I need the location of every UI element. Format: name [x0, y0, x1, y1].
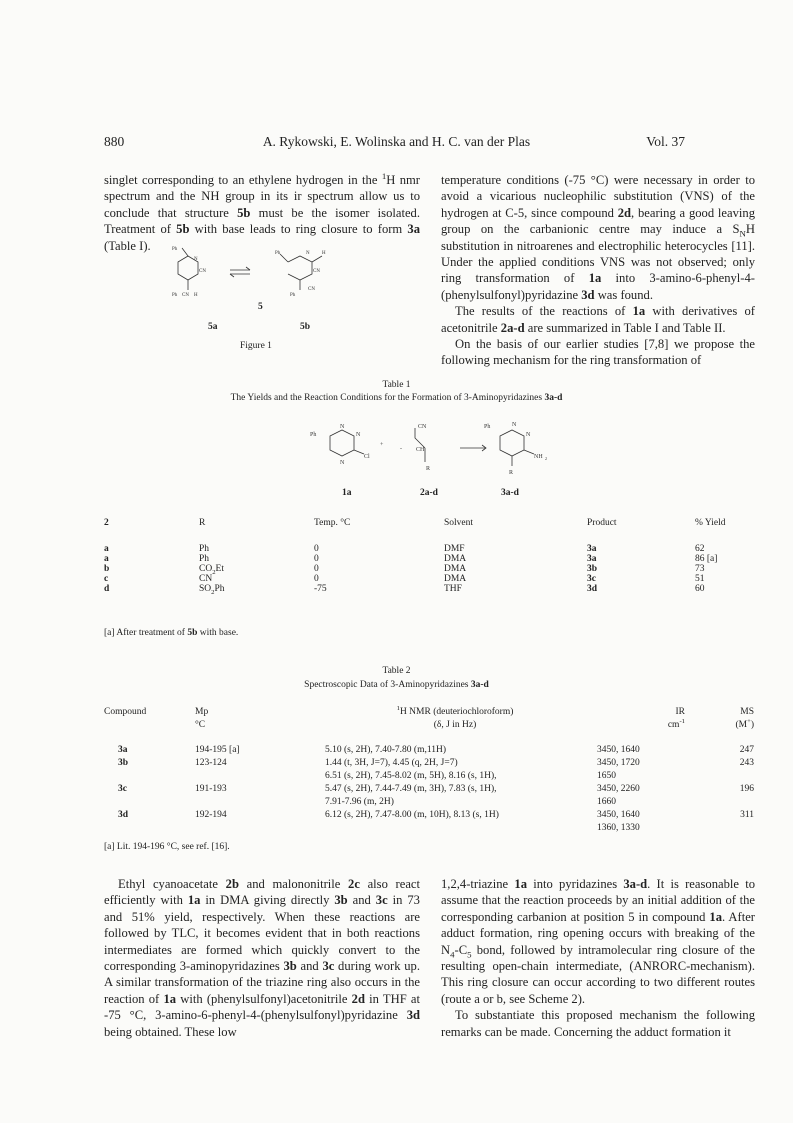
table-1-title: Table 1 — [382, 380, 411, 390]
table-cell: 0 — [314, 574, 319, 584]
label-5: 5 — [258, 302, 263, 312]
table-1-caption: The Yields and the Reaction Conditions for the Formation of 3-Aminopyridazines 3a-d — [230, 393, 563, 403]
svg-text:Ph: Ph — [484, 424, 491, 430]
svg-text:H: H — [194, 293, 198, 298]
table-header-cell: 2 — [104, 518, 109, 528]
svg-text:CH: CH — [416, 447, 425, 453]
table-row — [104, 574, 754, 584]
label-5a: 5a — [208, 322, 218, 332]
table-header-cell: Compound — [104, 707, 147, 717]
svg-text:Ph: Ph — [290, 293, 296, 298]
table-cell: 123-124 — [195, 758, 227, 768]
table-2-title: Table 2 — [382, 666, 411, 676]
table-cell: 73 — [695, 564, 705, 574]
svg-text:2: 2 — [545, 456, 547, 461]
table-cell: DMA — [444, 574, 467, 584]
table-cell: 243 — [739, 758, 754, 768]
table-cell: $SO_2Ph$ — [199, 584, 225, 596]
table-cell: c — [104, 574, 109, 584]
svg-text:N: N — [356, 432, 361, 438]
page-number: 880 — [104, 134, 125, 149]
svg-text:R: R — [509, 470, 514, 476]
table-header-cell: Product — [587, 518, 617, 528]
table-header-cell: % Yield — [695, 518, 726, 528]
table-row — [104, 783, 754, 809]
table-cell: 3450, 2260 1660 — [597, 784, 640, 807]
table-header-row — [104, 706, 754, 744]
table-row — [104, 757, 754, 783]
table-cell: 0 — [314, 554, 319, 564]
table-header-cell: IR $cm^{-1}$ — [667, 707, 685, 730]
table-cell: DMF — [444, 544, 465, 554]
table-cell: 3b — [118, 758, 129, 768]
bottom-right-column — [441, 876, 755, 1040]
table-header-cell: MS (M+) — [735, 707, 754, 730]
reaction-scheme — [300, 418, 560, 498]
table-cell: 3450, 1640 1360, 1330 — [597, 810, 640, 833]
table-2-footnote: [a] Lit. 194-196 °C, see ref. [16]. — [104, 842, 230, 852]
paragraph: To substantiate this proposed mechanism the following remarks can be made. Concerning the adduct formation it — [441, 1008, 755, 1039]
table-cell: 86 [a] — [695, 554, 718, 564]
table-cell: 247 — [739, 745, 754, 755]
table-cell: 3a — [587, 554, 597, 564]
top-right-column — [441, 172, 755, 369]
table-cell: 3a — [587, 544, 597, 554]
svg-text:+: + — [380, 442, 384, 448]
svg-text:N: N — [306, 251, 310, 256]
svg-text:-: - — [400, 446, 402, 452]
table-row — [104, 554, 754, 564]
paragraph: 1,2,4-triazine 1a into pyridazines 3a-d. It is reasonable to assume that the reaction proceeds by an initial addition of the corresponding carbanion at position 5 in compound 1a. After adduct formation, ring opening occurs with breaking of the $N_4-C_5$ bond, followed by intramolecular ring closure of the resulting open-chain intermediate, (ANRORC-mechanism). This ring closure can occur according to two different routes (route a or b, see Scheme 2). — [441, 877, 755, 1006]
scheme-label-1a: 1a — [342, 488, 352, 498]
paragraph: temperature conditions (-75 °C) were necessary in order to avoid a vicarious nucleophilic substitution (VNS) of the hydrogen at C-5, since compound 2d, bearing a good leaving group on the carbanionic centre may induce a $S_NH$ substitution in nitroarenes and electrophilic heterocycles [11]. Under the applied conditions VNS was not observed; only ring transformation of 1a into 3-amino-6-phenyl-4-(phenylsulfonyl)pyridazine 3d was found. — [441, 173, 755, 302]
table-row — [104, 809, 754, 835]
bottom-left-column — [104, 876, 420, 1040]
paragraph: The results of the reactions of 1a with derivatives of acetonitrile 2a-d are summarized in Table I and Table II. — [441, 304, 755, 335]
table-cell: Ph — [199, 554, 210, 564]
table-cell: -75 — [314, 584, 327, 594]
table-cell: $CO_2Et$ — [199, 564, 224, 576]
table-header-cell: Solvent — [444, 518, 474, 528]
table-header-cell: Temp. °C — [314, 518, 351, 528]
table-cell: 196 — [739, 784, 754, 794]
table-2 — [104, 706, 754, 835]
table-cell: 3a — [118, 745, 128, 755]
table-2-caption: Spectroscopic Data of 3-Aminopyridazines 3a-d — [304, 680, 489, 690]
svg-text:N: N — [340, 460, 345, 466]
table-cell: 51 — [695, 574, 705, 584]
table-header-cell: Mp °C — [195, 707, 209, 730]
table-cell: 6.12 (s, 2H), 7.47-8.00 (m, 10H), 8.13 (s, 1H) — [325, 810, 499, 820]
table-cell: 3450, 1720 1650 — [597, 758, 640, 781]
label-5b: 5b — [300, 322, 311, 332]
running-header-authors: A. Rykowski, E. Wolinska and H. C. van der Plas — [262, 134, 531, 149]
svg-text:N: N — [512, 422, 517, 428]
svg-text:Ph: Ph — [310, 432, 317, 438]
svg-text:H: H — [322, 251, 326, 256]
table-cell: 1.44 (t, 3H, J=7), 4.45 (q, 2H, J=7) 6.51 (s, 2H), 7.45-8.02 (m, 5H), 8.16 (s, 1H), — [325, 758, 497, 781]
scheme-label-3a-d: 3a-d — [501, 488, 519, 498]
volume-label: Vol. 37 — [646, 134, 685, 149]
table-1-scheme — [300, 418, 560, 498]
table-cell: DMA — [444, 554, 467, 564]
svg-text:CN: CN — [313, 269, 320, 274]
table-1 — [104, 518, 754, 594]
table-row — [104, 540, 754, 554]
table-cell: 191-193 — [195, 784, 227, 794]
svg-text:Cl: Cl — [364, 454, 370, 460]
svg-text:CN: CN — [308, 287, 315, 292]
table-header-row — [104, 518, 754, 540]
table-cell: 311 — [740, 810, 754, 820]
table-cell: 3c — [118, 784, 127, 794]
table-cell: 194-195 [a] — [195, 745, 240, 755]
table-header-cell: $^1$H NMR (deuteriochloroform) (δ, J in Hz) — [396, 704, 514, 730]
svg-text:N: N — [340, 424, 345, 430]
svg-text:Ph: Ph — [172, 247, 178, 252]
table-row — [104, 744, 754, 757]
table-cell: 3d — [587, 584, 598, 594]
table-header-cell: R — [199, 518, 206, 528]
table-cell: DMA — [444, 564, 467, 574]
table-cell: 5.10 (s, 2H), 7.40-7.80 (m,11H) — [325, 745, 447, 755]
table-cell: 62 — [695, 544, 705, 554]
svg-text:CN: CN — [418, 424, 427, 430]
svg-text:R: R — [426, 466, 431, 472]
table-cell: 3450, 1640 — [597, 745, 640, 755]
paragraph: singlet corresponding to an ethylene hydrogen in the $^1$H nmr spectrum and the NH group in its ir spectrum allow us to conclude that structure 5b must be the isomer isolated. Treatment of 5b with base leads to ring closure to form 3a (Table I). — [104, 170, 421, 253]
table-cell: THF — [444, 584, 462, 594]
table-cell: 3d — [118, 810, 129, 820]
svg-text:NH: NH — [534, 454, 543, 460]
table-cell: 3b — [587, 564, 598, 574]
scheme-label-2a-d: 2a-d — [420, 488, 438, 498]
figure-1 — [150, 242, 370, 352]
table-cell: 192-194 — [195, 810, 227, 820]
table-row — [104, 584, 754, 594]
table-cell: CN — [199, 574, 213, 584]
table-cell: b — [104, 564, 110, 574]
figure-1-structures — [150, 242, 370, 352]
paragraph: On the basis of our earlier studies [7,8] we propose the following mechanism for the ring transformation of — [441, 337, 755, 368]
paragraph: Ethyl cyanoacetate 2b and malononitrile 2c also react efficiently with 1a in DMA giving directly 3b and 3c in 73 and 51% yield, respectively. When these reactions are followed by TLC, it becomes evident that in both reactions intermediates are formed which quickly convert to the corresponding 3-aminopyridazines 3b and 3c during work up. A similar transformation of the triazine ring also occurs in the reaction of 1a with (phenylsulfonyl)acetonitrile 2d in THF at -75 °C, 3-amino-6-phenyl-4-(phenylsulfonyl)pyridazine 3d being obtained. These low — [104, 877, 421, 1039]
svg-text:CN: CN — [182, 293, 189, 298]
table-cell: 0 — [314, 564, 319, 574]
table-cell: Ph — [199, 544, 210, 554]
table-cell: d — [104, 584, 110, 594]
table-1-footnote: [a] After treatment of 5b with base. — [104, 628, 239, 638]
table-cell: a — [104, 544, 109, 554]
svg-text:Ph: Ph — [275, 251, 281, 256]
table-cell: 3c — [587, 574, 596, 584]
table-cell: a — [104, 554, 109, 564]
table-cell: 5.47 (s, 2H), 7.44-7.49 (m, 3H), 7.83 (s, 1H), 7.91-7.96 (m, 2H) — [325, 784, 497, 807]
svg-text:Ph: Ph — [172, 293, 178, 298]
table-cell: 60 — [695, 584, 705, 594]
table-cell: 0 — [314, 544, 319, 554]
svg-text:CN: CN — [199, 269, 206, 274]
svg-text:N: N — [526, 432, 531, 438]
figure-1-caption: Figure 1 — [240, 341, 272, 351]
svg-text:N: N — [194, 257, 198, 262]
table-row — [104, 564, 754, 574]
